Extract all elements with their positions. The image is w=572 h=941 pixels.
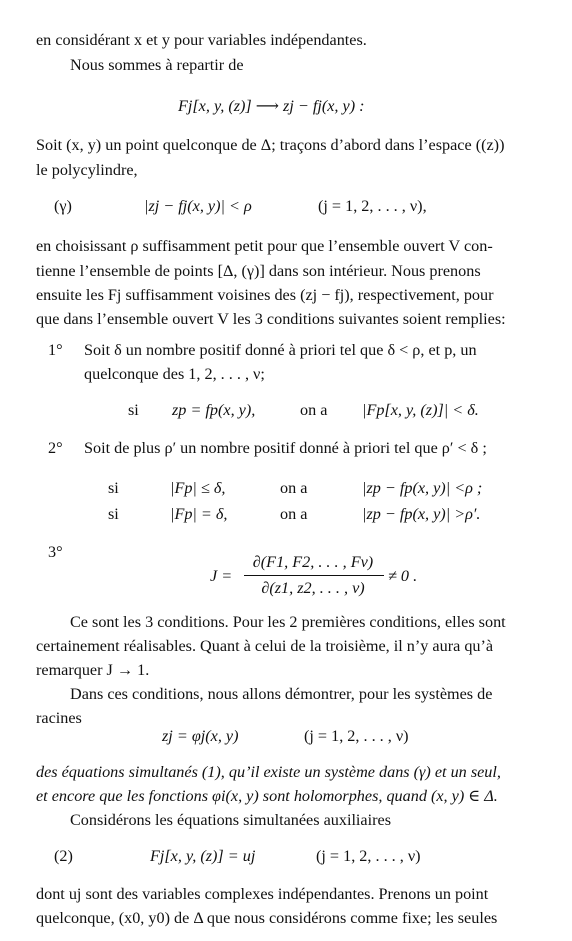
- text-line: dont uj sont des variables complexes indépendantes. Prenons un point: [36, 885, 489, 903]
- text-line: Nous sommes à repartir de: [70, 56, 244, 74]
- text-line: en considérant x et y pour variables indépendantes.: [36, 31, 367, 49]
- jacobian-numerator: ∂(F1, F2, . . . , Fν): [252, 553, 374, 571]
- condition-number: 2°: [48, 439, 63, 457]
- ona-label: on a: [280, 505, 308, 523]
- ona-label: on a: [300, 401, 328, 419]
- text-line: que dans l’ensemble ouvert V les 3 conditions suivantes soient remplies:: [36, 310, 506, 328]
- text-line: Soit de plus ρ′ un nombre positif donné à priori tel que ρ′ < δ ;: [84, 439, 487, 457]
- text-line: quelconque des 1, 2, . . . , ν;: [84, 365, 265, 383]
- jacobian-lhs: J =: [210, 567, 233, 585]
- equation-display: zj = φj(x, y): [162, 727, 239, 745]
- equation-range: (j = 1, 2, . . . , ν): [304, 727, 409, 745]
- jacobian-rhs: ≠ 0 .: [388, 567, 418, 585]
- text-line: Considérons les équations simultanées auxiliaires: [70, 811, 391, 829]
- equation-display: Fj[x, y, (z)] = uj: [150, 847, 256, 865]
- equation-inline: |Fp| ≤ δ,: [170, 479, 226, 497]
- equation-range: (j = 1, 2, . . . , ν),: [318, 197, 427, 215]
- equation-inline: |Fp[x, y, (z)]| < δ.: [362, 401, 479, 419]
- equation-number: (2): [54, 847, 73, 865]
- text-line: Soit δ un nombre positif donné à priori tel que δ < ρ, et p, un: [84, 341, 477, 359]
- equation-inline: |zp − fp(x, y)| >ρ′.: [362, 505, 481, 523]
- text-line: racines: [36, 709, 82, 727]
- equation-inline: zp = fp(x, y),: [172, 401, 256, 419]
- ona-label: on a: [280, 479, 308, 497]
- equation-display: Fj[x, y, (z)] ⟶ zj − fj(x, y) :: [178, 97, 365, 115]
- text-line: des équations simultanés (1), qu’il existe un système dans (γ) et un seul,: [36, 763, 501, 781]
- si-label: si: [128, 401, 139, 419]
- fraction-bar: [244, 575, 384, 576]
- equation-number: (γ): [54, 197, 72, 215]
- text-line: quelconque, (x0, y0) de Δ que nous considérons comme fixe; les seules: [36, 909, 498, 927]
- condition-number: 3°: [48, 543, 63, 561]
- text-line: Dans ces conditions, nous allons démontrer, pour les systèmes de: [70, 685, 493, 703]
- jacobian-denominator: ∂(z1, z2, . . . , ν): [261, 579, 365, 597]
- text-line: Soit (x, y) un point quelconque de Δ; traçons d’abord dans l’espace ((z)): [36, 136, 505, 154]
- si-label: si: [108, 505, 119, 523]
- text-line: tienne l’ensemble de points [Δ, (γ)] dans son intérieur. Nous prenons: [36, 262, 481, 280]
- condition-number: 1°: [48, 341, 63, 359]
- equation-inline: |Fp| = δ,: [170, 505, 228, 523]
- equation-range: (j = 1, 2, . . . , ν): [316, 847, 421, 865]
- si-label: si: [108, 479, 119, 497]
- text-line: certainement réalisables. Quant à celui de la troisième, il n’y aura qu’à: [36, 637, 494, 655]
- text-line: en choisissant ρ suffisamment petit pour que l’ensemble ouvert V con-: [36, 237, 493, 255]
- text-line: et encore que les fonctions φi(x, y) sont holomorphes, quand (x, y) ∈ Δ.: [36, 787, 498, 805]
- text-line: remarquer J → 1.: [36, 661, 150, 679]
- text-line: Ce sont les 3 conditions. Pour les 2 premières conditions, elles sont: [70, 613, 506, 631]
- text-line: le polycylindre,: [36, 161, 138, 179]
- equation-display: |zj − fj(x, y)| < ρ: [144, 197, 252, 215]
- equation-inline: |zp − fp(x, y)| <ρ ;: [362, 479, 483, 497]
- text-line: ensuite les Fj suffisamment voisines des (zj − fj), respectivement, pour: [36, 286, 494, 304]
